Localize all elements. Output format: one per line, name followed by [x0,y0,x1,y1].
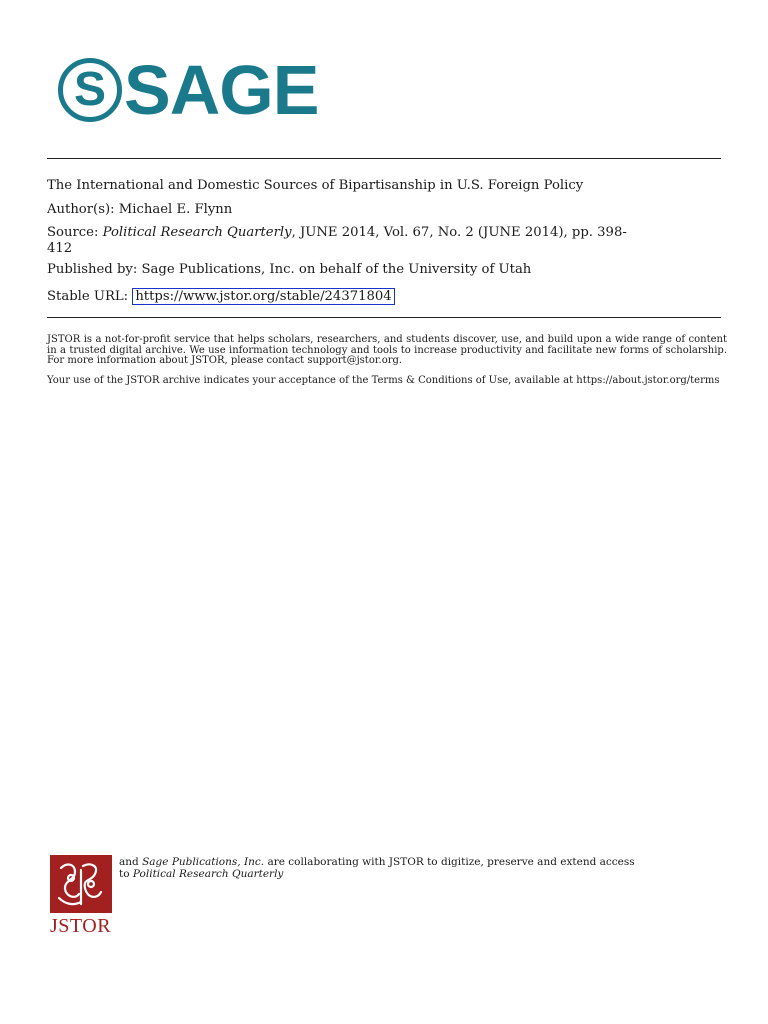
sage-wordmark: SAGE [124,51,319,129]
collaboration-statement [119,857,719,880]
author-line [47,202,717,218]
source-line [47,225,717,257]
sage-logo-icon [58,58,122,122]
source-details: , JUNE 2014, Vol. 67, No. 2 (JUNE 2014), pp. 398- [291,225,627,240]
jstor-logo-icon [50,855,112,913]
footer-journal: Political Research Quarterly [132,867,284,880]
stable-url-link[interactable]: https://www.jstor.org/stable/24371804 [132,288,394,305]
jstor-logo [50,855,114,938]
footer-publisher: Sage Publications, Inc. [142,856,265,868]
source-label: Source: [47,225,99,240]
terms-notice: Your use of the JSTOR archive indicates your acceptance of the Terms & Conditions of Use, available at https://about.jstor.org/terms [47,375,720,386]
footer-rest: are collaborating with JSTOR to digitize, preserve and extend access [267,856,635,868]
published-line [47,262,717,278]
sage-logo [58,50,318,130]
footer-and: and [119,856,139,868]
publisher-name: Sage Publications, Inc. on behalf of the University of Utah [141,262,532,277]
article-title: The International and Domestic Sources of Bipartisanship in U.S. Foreign Policy [47,178,584,193]
stable-url-line [47,289,717,305]
jstor-wordmark: JSTOR [50,915,112,937]
jstor-notice: JSTOR is a not-for-profit service that helps scholars, researchers, and students discover, use, and build upon a wide range of content in a trusted digital archive. We use information technology and tools to increase productivity and facilitate new forms of scholarship. For more information about JSTOR, please contact support@jstor.org. [47,334,727,366]
middle-divider [47,317,721,318]
footer-to: to [119,867,130,880]
author-name: Michael E. Flynn [118,202,233,217]
sage-logo-mark: S [73,63,106,116]
published-label: Published by: [47,262,138,277]
author-label: Author(s): [47,202,115,217]
source-pages-end: 412 [47,241,73,256]
source-journal: Political Research Quarterly [102,225,292,240]
stable-url-label: Stable URL: [47,289,129,304]
top-divider [47,158,721,159]
